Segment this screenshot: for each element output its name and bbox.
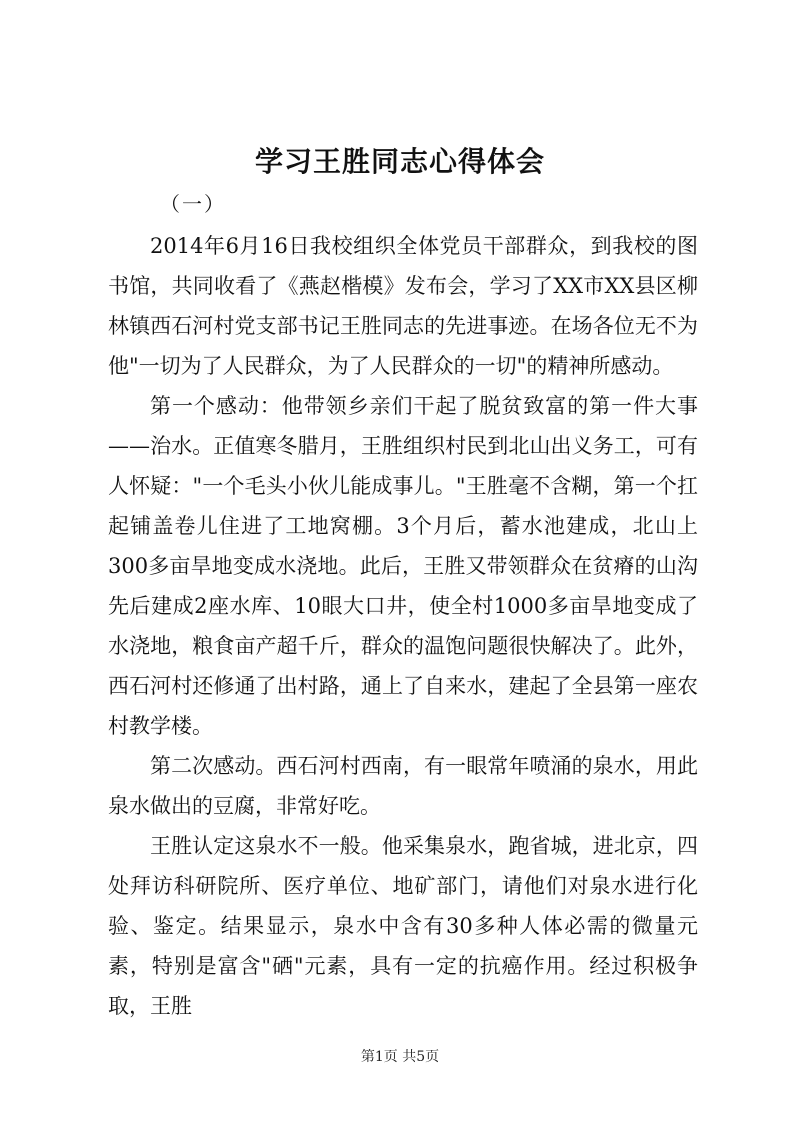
document-title: 学习王胜同志心得体会 <box>254 145 545 178</box>
paragraph-2: 第一个感动：他带领乡亲们干起了脱贫致富的第一件大事——治水。正值寒冬腊月，王胜组织村民到北山出义务工，可有人怀疑："一个毛头小伙儿能成事儿。"王胜毫不含糊，第一个扛起铺盖卷儿住进了工地窝棚。3个月后，蓄水池建成，北山上300多亩旱地变成水浇地。此后，王胜又带领群众在贫瘠的山沟先后建成2座水库、10眼大口井，使全村1000多亩旱地变成了水浇地，粮食亩产超千斤，群众的温饱问题很快解决了。此外，西石河村还修通了出村路，通上了自来水，建起了全县第一座农村教学楼。 <box>108 394 698 738</box>
section-marker: （一） <box>160 192 226 216</box>
paragraph-1: 2014年6月16日我校组织全体党员干部群众，到我校的图书馆，共同收看了《燕赵楷模》发布会，学习了XX市XX县区柳林镇西石河村党支部书记王胜同志的先进事迹。在场各位无不为他"一切为了人民群众，为了人民群众的一切"的精神所感动。 <box>108 234 698 378</box>
paragraph-4: 王胜认定这泉水不一般。他采集泉水，跑省城，进北京，四处拜访科研院所、医疗单位、地矿部门，请他们对泉水进行化验、鉴定。结果显示，泉水中含有30多种人体必需的微量元素，特别是富含"硒"元素，具有一定的抗癌作用。经过积极争取，王胜 <box>108 834 698 1018</box>
page-footer: 第1页 共5页 <box>360 1049 440 1065</box>
document-body <box>108 226 698 1026</box>
paragraph-3: 第二次感动。西石河村西南，有一眼常年喷涌的泉水，用此泉水做出的豆腐，非常好吃。 <box>108 754 698 818</box>
